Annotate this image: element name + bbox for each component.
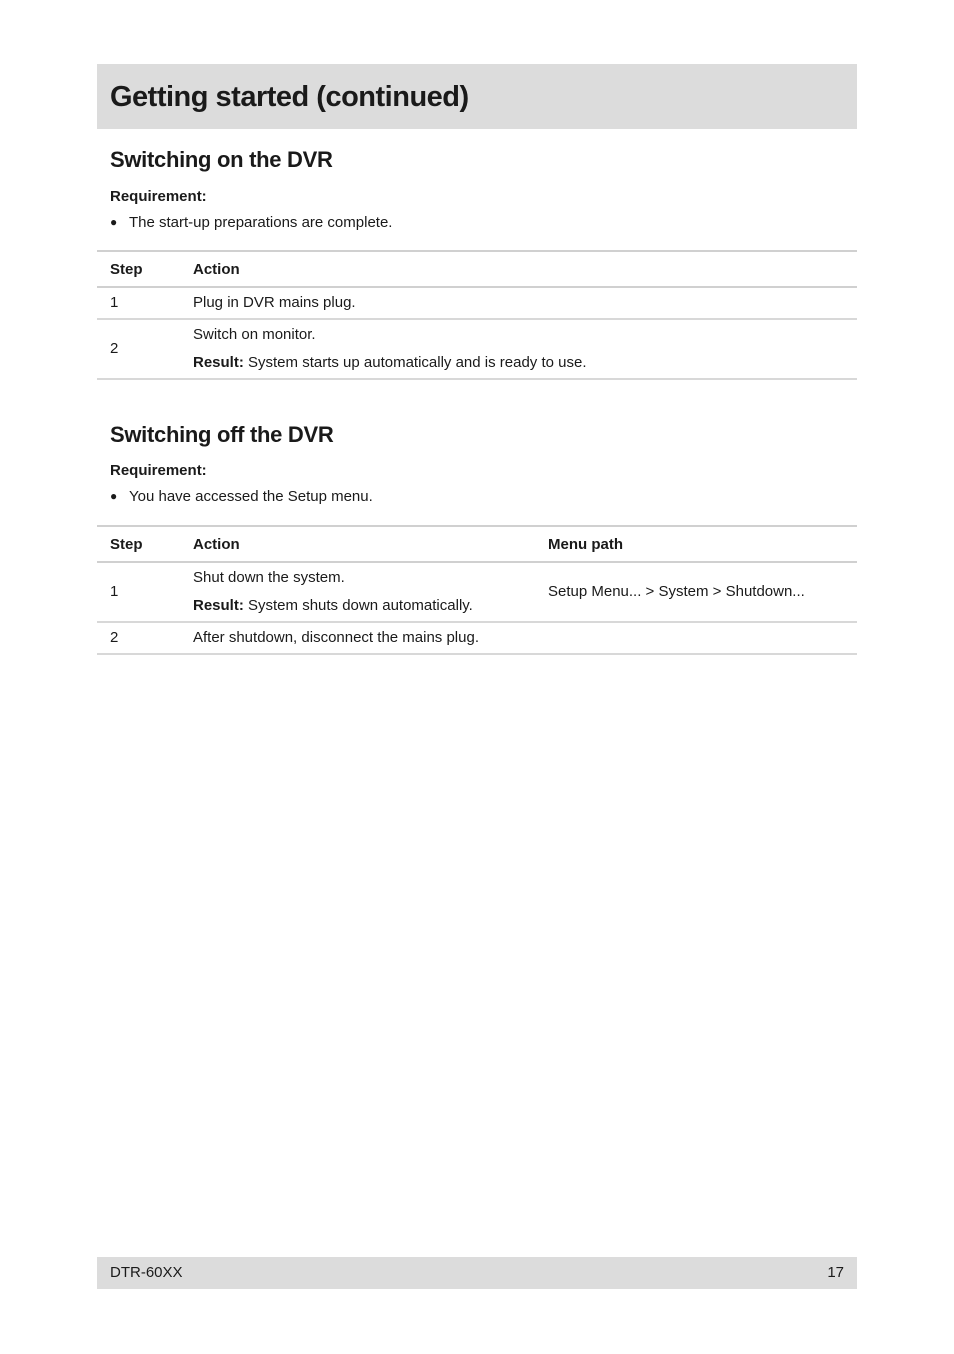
result-label: Result: [193, 354, 244, 371]
step-result [193, 596, 535, 616]
step-number: 1 [97, 287, 180, 319]
requirement-label: Requirement: [110, 188, 207, 205]
result-text: System shuts down automatically. [243, 597, 473, 614]
step-action-cell [180, 562, 535, 622]
requirement-label: Requirement: [110, 462, 207, 479]
page-title: Getting started (continued) [110, 81, 469, 113]
section-title-switching-off: Switching off the DVR [110, 422, 334, 447]
section-title-switching-on: Switching on the DVR [110, 147, 333, 172]
step-action: Plug in DVR mains plug. [180, 287, 857, 319]
column-header-step: Step [97, 251, 180, 287]
page-footer [97, 1257, 857, 1289]
result-text: System starts up automatically and is ready to use. [243, 354, 587, 371]
table-row [97, 287, 857, 319]
step-action: Shut down the system. [193, 569, 345, 586]
column-header-menu-path: Menu path [535, 526, 857, 562]
step-action: Switch on monitor. [193, 326, 316, 343]
page-number: 17 [827, 1264, 844, 1281]
requirement-item [110, 486, 373, 507]
table-row [97, 319, 857, 379]
step-action: After shutdown, disconnect the mains plug. [180, 622, 535, 654]
requirement-text: You have accessed the Setup menu. [129, 488, 373, 505]
table-header-row [97, 526, 857, 562]
step-number: 2 [97, 319, 180, 379]
column-header-step: Step [97, 526, 180, 562]
menu-path: Setup Menu... > System > Shutdown... [535, 562, 857, 622]
document-id: DTR-60XX [110, 1264, 183, 1281]
table-row [97, 622, 857, 654]
bullet-icon: ● [110, 489, 118, 503]
step-number: 1 [97, 562, 180, 622]
steps-table-switching-on [97, 250, 857, 380]
menu-path [535, 622, 857, 654]
step-action-cell [180, 319, 857, 379]
result-label: Result: [193, 597, 244, 614]
table-header-row [97, 251, 857, 287]
bullet-icon: ● [110, 215, 118, 229]
step-result [193, 353, 857, 373]
requirement-item [110, 212, 392, 233]
table-row [97, 562, 857, 622]
steps-table-switching-off [97, 525, 857, 655]
page-header [97, 64, 857, 129]
requirement-text: The start-up preparations are complete. [129, 214, 393, 231]
step-number: 2 [97, 622, 180, 654]
column-header-action: Action [180, 251, 857, 287]
column-header-action: Action [180, 526, 535, 562]
